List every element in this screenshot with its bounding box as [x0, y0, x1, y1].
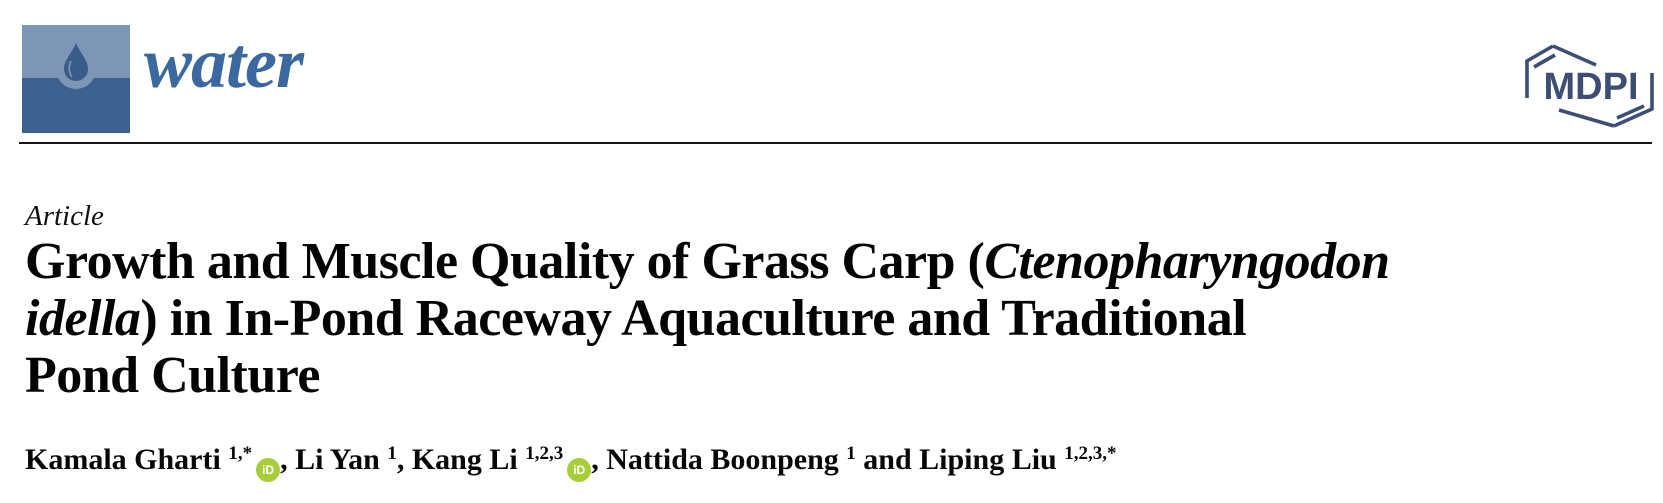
orcid-icon[interactable]: iD — [256, 458, 280, 482]
mdpi-wordmark: MDPI — [1543, 66, 1639, 108]
author-separator: , — [280, 443, 296, 476]
author-line — [25, 443, 1116, 482]
orcid-icon[interactable]: iD — [567, 458, 591, 482]
water-drop-icon — [22, 25, 130, 133]
journal-name: water — [144, 23, 304, 103]
title-line-3: Pond Culture — [25, 347, 320, 404]
article-title — [25, 233, 1390, 404]
article-type-label: Article — [25, 200, 104, 232]
mdpi-hexagon-icon — [1510, 35, 1663, 135]
author-name: Liping Liu — [919, 443, 1057, 476]
author-affiliation-sup: 1,2,3 — [525, 443, 564, 464]
author-name: Li Yan — [295, 443, 380, 476]
author-separator: , — [396, 443, 412, 476]
journal-logo[interactable] — [22, 25, 303, 133]
author-separator: , — [591, 443, 607, 476]
author-name: Nattida Boonpeng — [606, 443, 839, 476]
mdpi-logo[interactable] — [1510, 35, 1663, 135]
author-affiliation-sup: 1 — [387, 443, 397, 464]
header-divider — [19, 142, 1652, 144]
author-name: Kamala Gharti — [25, 443, 221, 476]
author-name: Kang Li — [411, 443, 518, 476]
author-affiliation-sup: 1,2,3,* — [1064, 443, 1117, 464]
title-line-2: idella) in In-Pond Raceway Aquaculture and Traditional — [25, 290, 1247, 347]
author-separator: and — [855, 443, 920, 476]
author-affiliation-sup: 1,* — [228, 443, 253, 464]
title-line-1: Growth and Muscle Quality of Grass Carp (Ctenopharyngodon — [25, 233, 1390, 290]
author-affiliation-sup: 1 — [846, 443, 856, 464]
